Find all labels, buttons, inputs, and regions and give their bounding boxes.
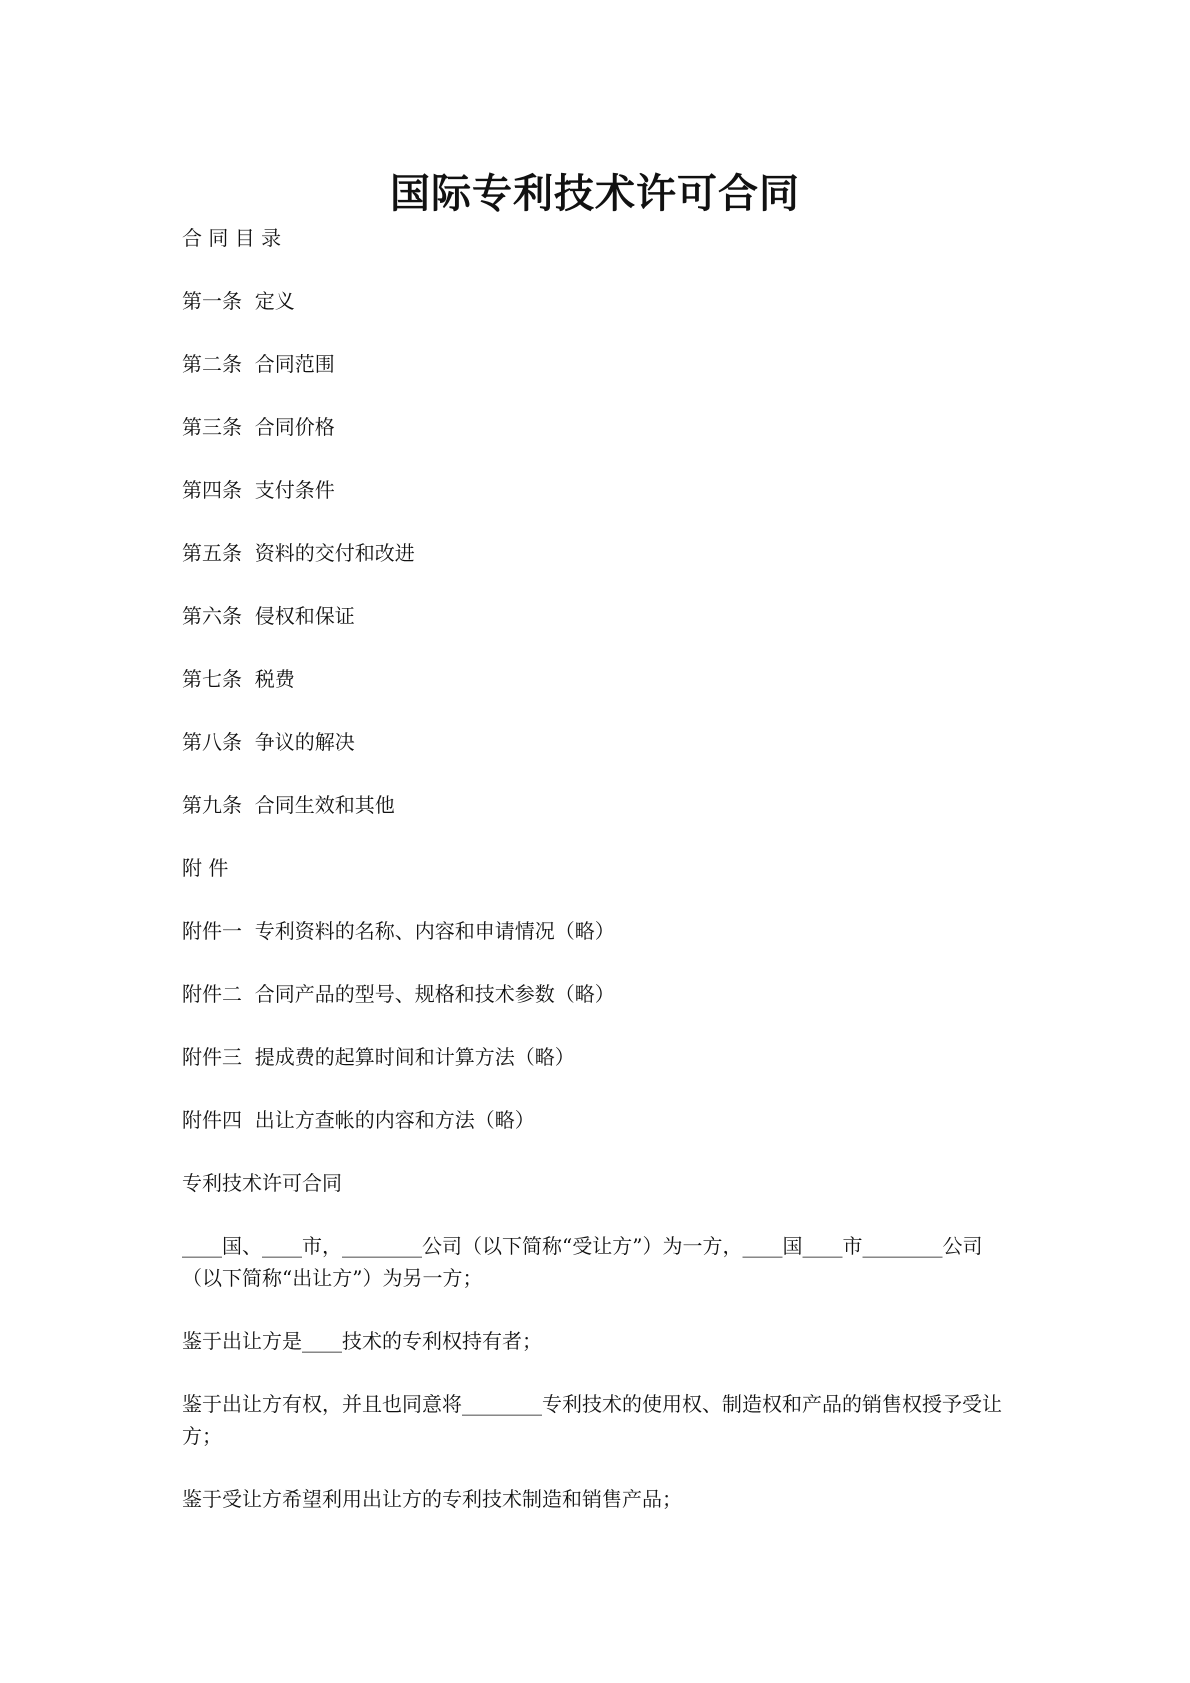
annex-item: 附件四 出让方查帐的内容和方法（略） [182,1108,535,1132]
toc-item: 第一条 定义 [182,289,295,313]
toc-item: 第三条 合同价格 [182,415,335,439]
paragraph: 鉴于受让方希望利用出让方的专利技术制造和销售产品； [182,1487,682,1511]
paragraph: 鉴于出让方有权，并且也同意将________专利技术的使用权、制造权和产品的销售权授予受让方； [182,1392,1002,1448]
document-body [182,222,1022,1546]
annex-item: 附件二 合同产品的型号、规格和技术参数（略） [182,982,615,1006]
toc-item: 第七条 税费 [182,667,295,691]
annex-item: 附件一 专利资料的名称、内容和申请情况（略） [182,919,615,943]
toc-item: 第二条 合同范围 [182,352,335,376]
toc-item: 第四条 支付条件 [182,478,335,502]
toc-item: 第五条 资料的交付和改进 [182,541,415,565]
paragraph: 鉴于出让方是____技术的专利权持有者； [182,1329,542,1353]
toc-item: 第八条 争议的解决 [182,730,355,754]
toc-item: 第六条 侵权和保证 [182,604,355,628]
toc-item: 第九条 合同生效和其他 [182,793,395,817]
toc-heading: 合 同 目 录 [182,226,282,250]
paragraph: ____国、____市，________公司（以下简称“受让方”）为一方，____国____市________公司（以下简称“出让方”）为另一方； [182,1234,983,1290]
document-title: 国际专利技术许可合同 [390,170,800,217]
annex-heading: 附 件 [182,856,229,880]
annex-item: 附件三 提成费的起算时间和计算方法（略） [182,1045,575,1069]
contract-heading: 专利技术许可合同 [182,1171,342,1195]
